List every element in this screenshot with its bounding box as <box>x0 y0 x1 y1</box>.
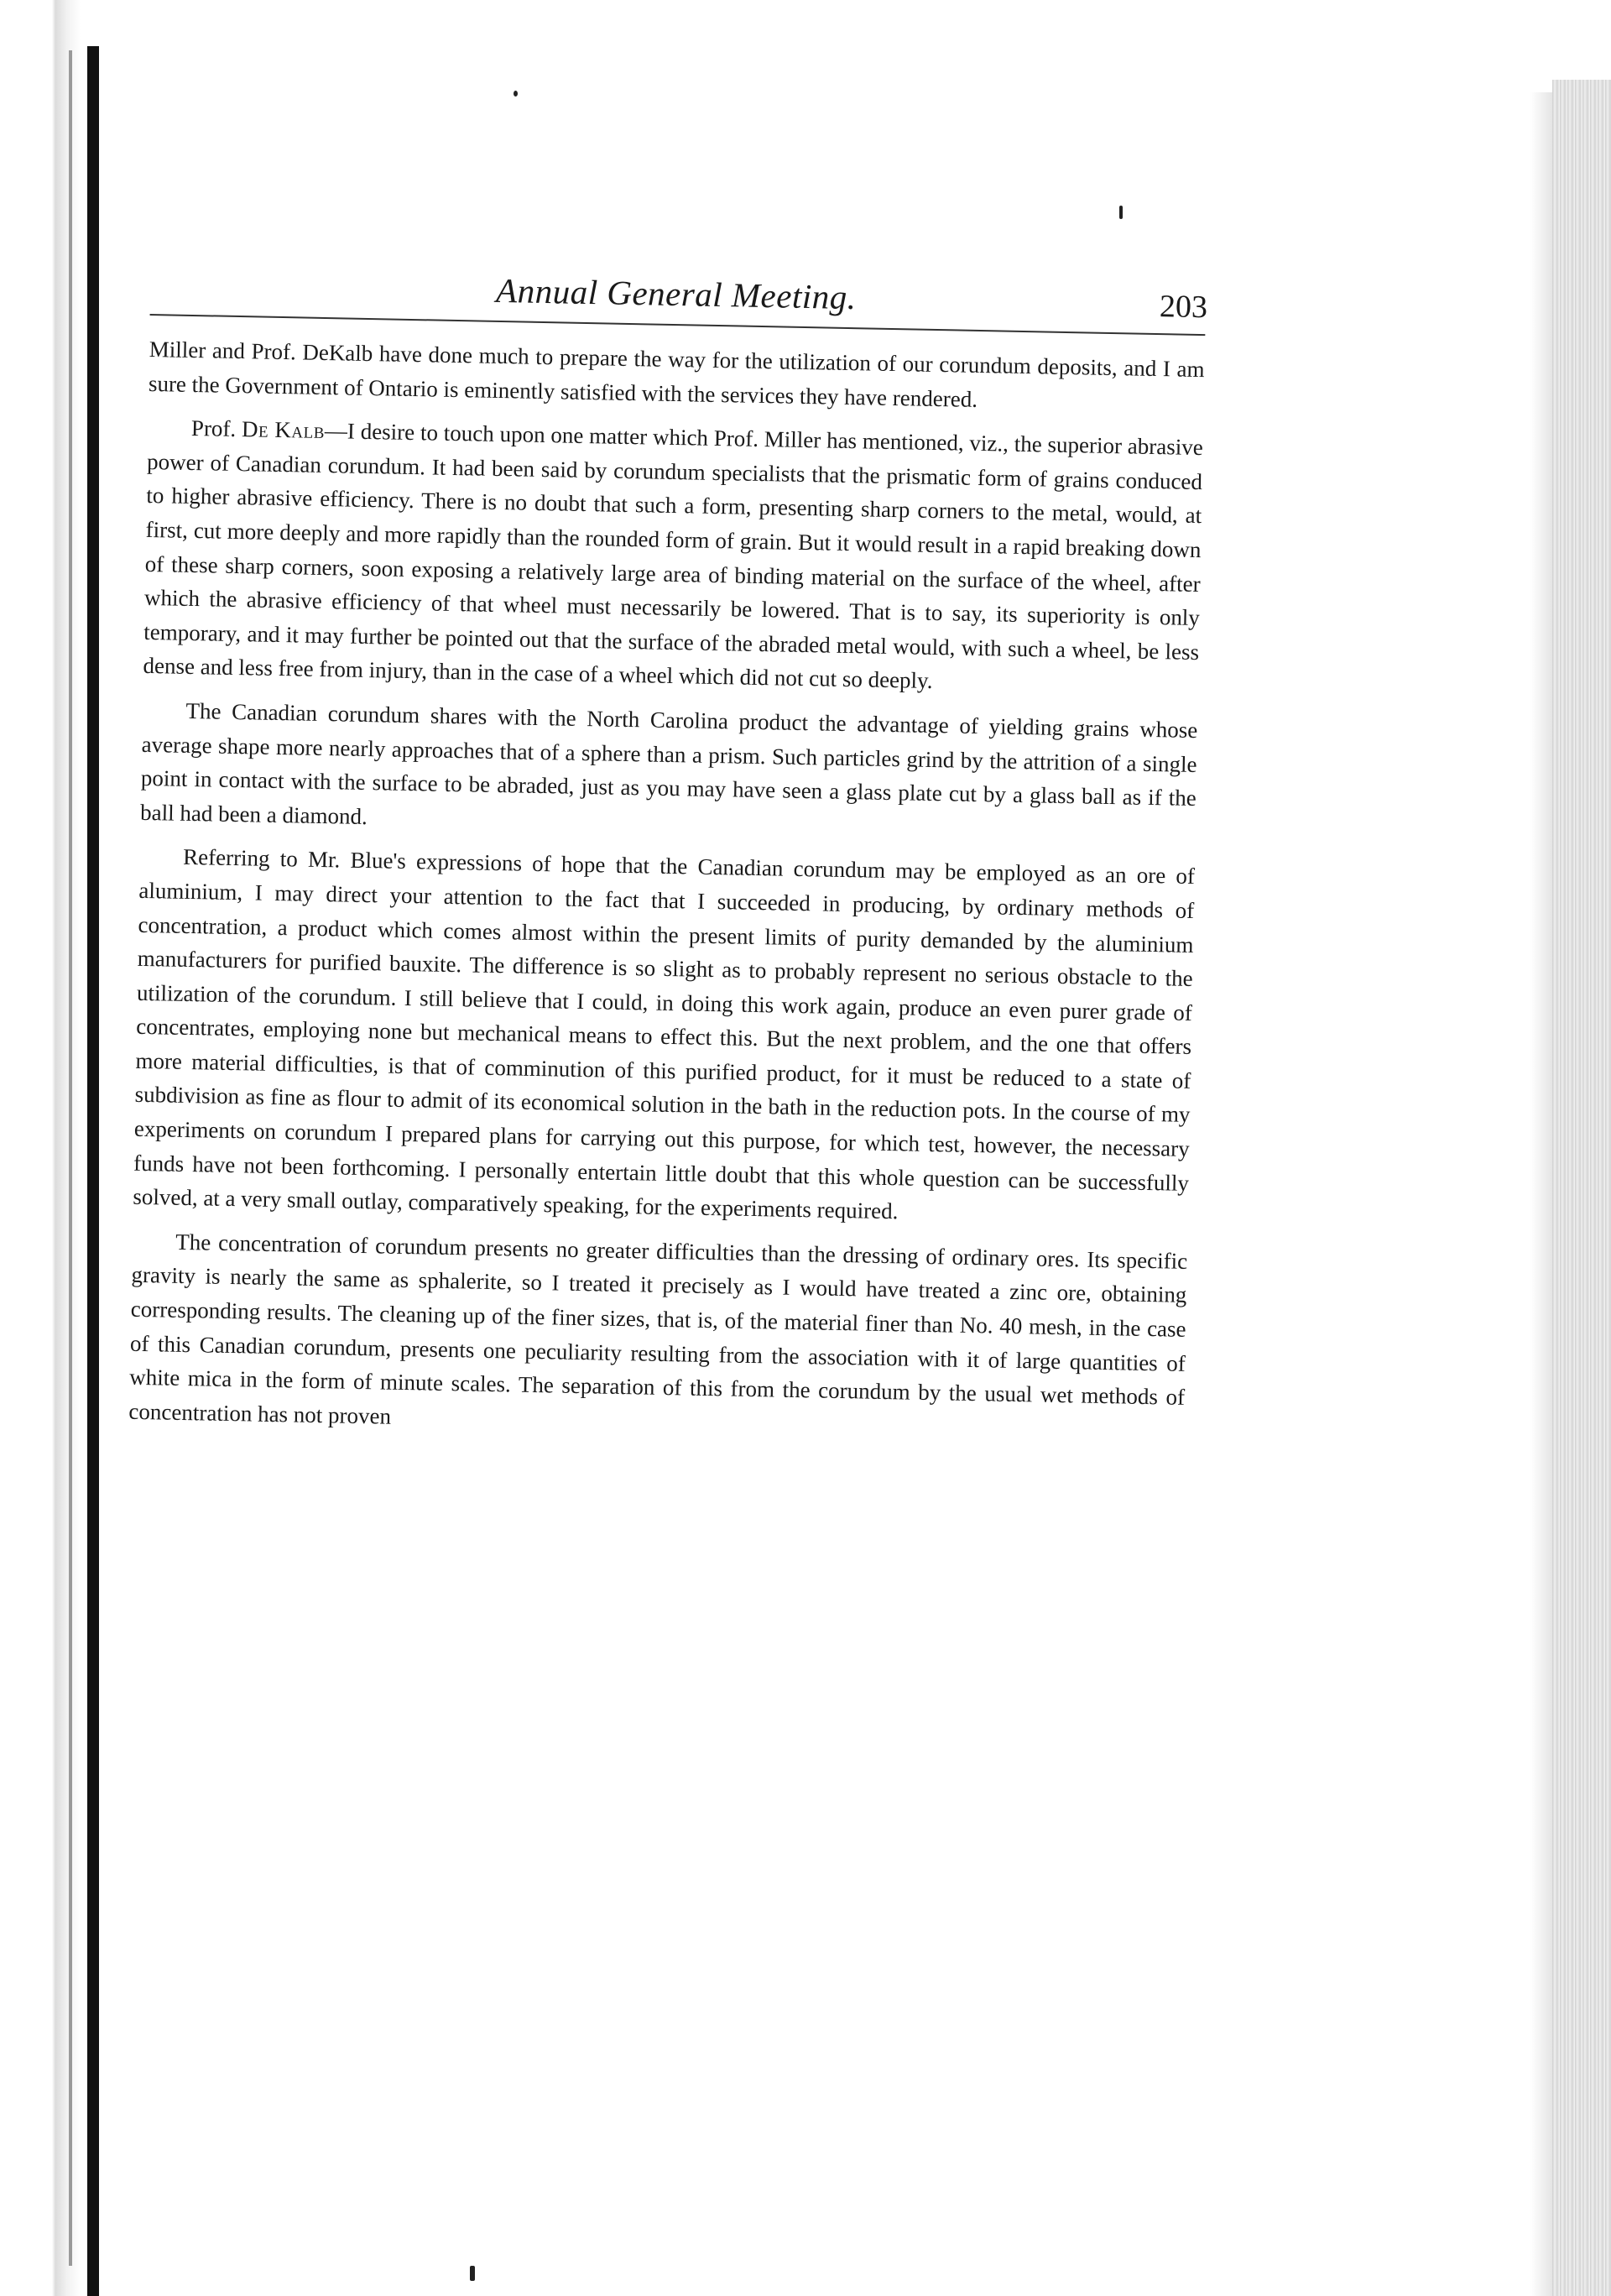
facing-page-edge <box>69 50 72 2266</box>
paragraph-text: —I desire to touch upon one matter which Prof. Miller has mentioned, viz., the superior abrasive power of Canadian corundum. It had been said by corundum specialists that the prismatic form of grains conduced to higher abrasive efficiency. There is no doubt that such a form, presenting sharp corners to the metal, would, at first, cut more deeply and more rapidly than the rounded form of grain. But it would result in a rapid breaking down of these sharp corners, soon exposing a relatively large area of binding material on the surface of the wheel, after which the abrasive efficiency of that wheel must necessarily be lowered. That is to say, its superiority is only temporary, and it may further be pointed out that the surface of the abraded metal would, with such a wheel, be less dense and less free from injury, than in the case of a wheel which did not cut so deeply. <box>143 418 1204 694</box>
page-curl-shadow <box>1530 92 1552 2296</box>
paragraph <box>149 332 1205 420</box>
paragraph <box>133 839 1195 1234</box>
speaker-name: De Kalb <box>241 416 326 444</box>
page-number: 203 <box>1159 289 1208 326</box>
running-title: Annual General Meeting. <box>495 270 857 317</box>
book-page <box>112 252 1225 2286</box>
binding-shadow <box>87 46 99 2296</box>
paragraph-text: Referring to Mr. Blue's expressions of hope that the Canadian corundum may be employed as an ore of aluminium, I may direct your attention to the fact that I succeeded in producing, by ordinary methods of concentration, a product which comes almost within the present limits of purity demanded by the aluminium manufacturers for purified bauxite. The difference is so slight as to probably represent no serious obstacle to the utilization of the corundum. I still believe that I could, in doing this work again, produce an even purer grade of concentrates, employing none but mechanical means to effect this. But the next problem, and the one that offers more material difficulties, is that of comminution of this purified product, for it must be reduced to a state of subdivision as fine as flour to admit of its economical solution in the bath in the reduction pots. In the course of my experiments on corundum I prepared plans for carrying out this purpose, for which test, however, the necessary funds have not been forthcoming. I personally entertain little doubt that this whole question can be successfully solved, at a very small outlay, comparatively speaking, for the experiments required. <box>133 844 1196 1224</box>
page-block-edges <box>1552 80 1611 2296</box>
paragraph-text: The concentration of corundum presents no greater difficulties than the dressing of ordinary ores. Its specific gravity is nearly the same as sphalerite, so I treated it precisely as I would have treated a zinc ore, obtaining corresponding results. The cleaning up of the finer sizes, that is, of the material finer than No. 40 mesh, in the case of this Canadian corundum, presents one peculiarity resulting from the association with it of large quantities of white mica in the form of minute scales. The separation of this from the corundum by the usual wet methods of concentration has not proven <box>128 1229 1188 1429</box>
paragraph <box>140 693 1198 849</box>
paragraph-text: Miller and Prof. DeKalb have done much to prepare the way for the utilization of our corundum deposits, and I am sure the Government of Ontario is eminently satisfied with the services they have rendered. <box>148 336 1205 412</box>
running-head <box>149 252 1224 340</box>
paragraph-lead: Prof. <box>190 415 242 442</box>
scan-speck <box>514 91 518 97</box>
paragraph <box>128 1224 1187 1449</box>
body-text <box>128 332 1205 1458</box>
scan-speck <box>1119 206 1123 219</box>
paragraph-text: The Canadian corundum shares with the North Carolina product the advantage of yielding grains whose average shape more nearly approaches that of a sphere than a prism. Such particles grind by the attrition of a single point in contact with the surface to be abraded, just as you may have seen a glass plate cut by a glass ball as if the ball had been a diamond. <box>139 697 1198 829</box>
header-rule <box>150 314 1206 336</box>
paragraph <box>143 410 1203 703</box>
